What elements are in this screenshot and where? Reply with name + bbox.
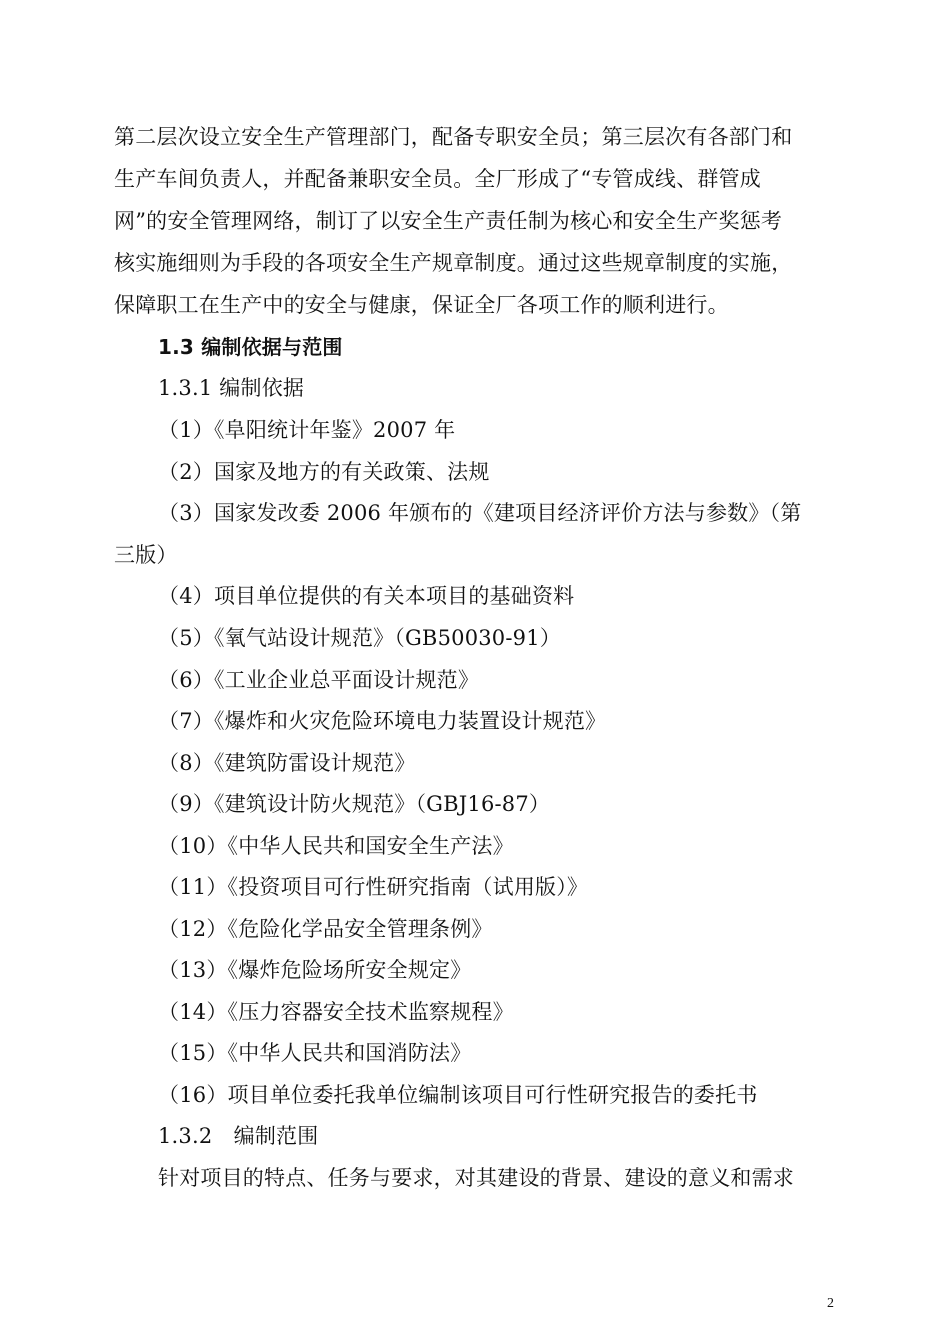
intro-line-1: 第二层次设立安全生产管理部门，配备专职安全员；第三层次有各部门和 (114, 125, 793, 149)
section-heading: 1.3 编制依据与范围 (158, 335, 343, 359)
basis-item: （13）《爆炸危险场所安全规定》 (158, 958, 472, 982)
subsection-basis-heading: 1.3.1 编制依据 (158, 376, 305, 400)
basis-item: （8）《建筑防雷设计规范》 (158, 751, 416, 775)
basis-item: （3）国家发改委 2006 年颁布的《建项目经济评价方法与参数》（第 (158, 501, 802, 525)
basis-item: （1）《阜阳统计年鉴》2007 年 (158, 418, 456, 442)
intro-line-3: 网”的安全管理网络，制订了以安全生产责任制为核心和安全生产奖惩考 (114, 209, 783, 233)
basis-item: （9）《建筑设计防火规范》（GBJ16-87） (158, 792, 551, 816)
page-number: 2 (827, 1296, 834, 1311)
basis-item: （11）《投资项目可行性研究指南（试用版）》 (158, 875, 589, 899)
basis-item-continuation: 三版） (114, 543, 178, 567)
basis-item: （10）《中华人民共和国安全生产法》 (158, 834, 514, 858)
intro-line-5: 保障职工在生产中的安全与健康，保证全厂各项工作的顺利进行。 (114, 293, 729, 317)
basis-item: （2）国家及地方的有关政策、法规 (158, 460, 490, 484)
basis-item: （6）《工业企业总平面设计规范》 (158, 668, 480, 692)
intro-line-2: 生产车间负责人，并配备兼职安全员。全厂形成了“专管成线、群管成 (114, 167, 761, 191)
basis-item: （16）项目单位委托我单位编制该项目可行性研究报告的委托书 (158, 1083, 758, 1107)
basis-item: （4）项目单位提供的有关本项目的基础资料 (158, 584, 575, 608)
scope-paragraph-line-1: 针对项目的特点、任务与要求，对其建设的背景、建设的意义和需求 (158, 1166, 794, 1190)
basis-item: （5）《氧气站设计规范》（GB50030-91） (158, 626, 561, 650)
basis-item: （15）《中华人民共和国消防法》 (158, 1041, 472, 1065)
intro-line-4: 核实施细则为手段的各项安全生产规章制度。通过这些规章制度的实施， (114, 251, 793, 275)
subsection-scope-heading: 1.3.2 编制范围 (158, 1124, 319, 1148)
basis-item: （12）《危险化学品安全管理条例》 (158, 917, 493, 941)
basis-item: （14）《压力容器安全技术监察规程》 (158, 1000, 514, 1024)
basis-item: （7）《爆炸和火灾危险环境电力装置设计规范》 (158, 709, 607, 733)
